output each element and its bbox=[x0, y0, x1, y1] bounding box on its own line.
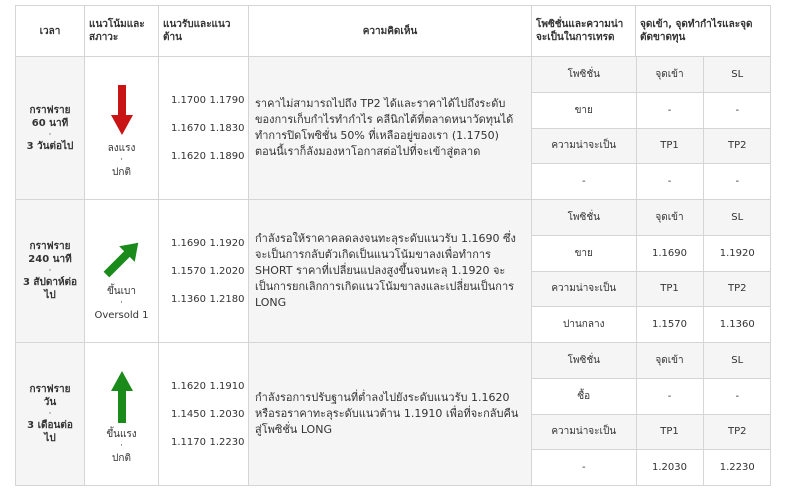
level-pair bbox=[171, 288, 248, 310]
resistance-level: 1.1920 bbox=[209, 237, 245, 249]
support-level: 1.1170 bbox=[171, 436, 206, 448]
trend-separator: · bbox=[120, 154, 123, 165]
comment-cell: กำลังรอให้ราคาคลดลงจนทะลุระดับแนวรับ 1.1690 ซึ่งจะเป็นการกลับตัวเกิดเป็นแนวโน้มขาลงเพื่อทำการ SHORT ราคาที่เปลี่ยนแปลงสูงขึ้นจนทะลุ 1.1920 จะเป็นการยกเลิกการเกิดแนวโน้มขาลงและเปลี่ยนเป็นการ LONG bbox=[249, 200, 532, 343]
trade-cell-sl: - bbox=[703, 379, 771, 415]
header-comment: ความคิดเห็น bbox=[249, 6, 532, 57]
timeframe-line2: 60 นาที bbox=[31, 117, 69, 129]
trade-row bbox=[532, 414, 771, 450]
resistance-level: 1.2230 bbox=[209, 436, 245, 448]
trend-separator: · bbox=[120, 297, 123, 308]
trade-cell-sl: 1.2230 bbox=[703, 450, 771, 486]
support-resistance-cell bbox=[159, 343, 249, 486]
trade-cell-entry: TP1 bbox=[636, 128, 703, 164]
support-level: 1.1570 bbox=[171, 265, 206, 277]
trade-cell-entry: 1.2030 bbox=[636, 450, 703, 486]
timeframe-line1: กราฟราย bbox=[29, 384, 71, 395]
trade-cell bbox=[532, 57, 771, 200]
timeframe-line2: 240 นาที bbox=[28, 254, 72, 265]
trade-cell-sl: TP2 bbox=[703, 128, 771, 164]
level-pair bbox=[171, 375, 248, 397]
table-header-row bbox=[16, 6, 771, 57]
support-resistance-cell bbox=[159, 57, 249, 200]
resistance-level: 1.2030 bbox=[209, 408, 245, 420]
resistance-level: 1.1910 bbox=[209, 380, 245, 392]
trend-separator: · bbox=[120, 440, 123, 451]
trade-row bbox=[532, 200, 771, 236]
level-pair bbox=[171, 89, 248, 111]
trade-cell-sl: SL bbox=[703, 200, 771, 236]
trade-cell-sl: - bbox=[703, 164, 771, 200]
table-row bbox=[16, 343, 771, 486]
timeframe-horizon: 3 เดือนต่อไป bbox=[27, 420, 73, 444]
trade-cell bbox=[532, 343, 771, 486]
trade-cell-position: โพซิชั่น bbox=[532, 57, 636, 93]
trade-cell-position: ความน่าจะเป็น bbox=[532, 271, 636, 307]
trade-cell-sl: - bbox=[703, 93, 771, 129]
trade-cell-entry: - bbox=[636, 164, 703, 200]
trade-row bbox=[532, 450, 771, 486]
market-condition: Oversold 1 bbox=[94, 309, 149, 321]
header-entry-tp-sl: จุดเข้า, จุดทำกำไรและจุดตัดขาดทุน bbox=[636, 6, 771, 57]
trade-cell-sl: 1.1360 bbox=[703, 307, 771, 343]
trend-label: ขึ้นแรง bbox=[106, 428, 137, 440]
trade-cell bbox=[532, 200, 771, 343]
timeframe-horizon: 3 วันต่อไป bbox=[26, 140, 74, 152]
trade-row bbox=[532, 164, 771, 200]
header-support-resistance: แนวรับและแนวต้าน bbox=[159, 6, 249, 57]
trade-table bbox=[532, 343, 771, 485]
resistance-level: 1.2180 bbox=[209, 293, 245, 305]
level-pair bbox=[171, 403, 248, 425]
timeframe-cell bbox=[16, 343, 85, 486]
trade-table bbox=[532, 200, 771, 342]
timeframe-line2: วัน bbox=[43, 397, 57, 408]
trade-row bbox=[532, 307, 771, 343]
table-row bbox=[16, 200, 771, 343]
trade-row bbox=[532, 57, 771, 93]
timeframe-separator: · bbox=[48, 129, 52, 140]
trade-cell-entry: จุดเข้า bbox=[636, 343, 703, 379]
trade-row bbox=[532, 343, 771, 379]
trade-row bbox=[532, 271, 771, 307]
trend-cell bbox=[85, 343, 159, 486]
level-pair bbox=[171, 232, 248, 254]
header-position-probability: โพซิชั่นและความน่าจะเป็นในการเทรด bbox=[532, 6, 636, 57]
timeframe-horizon: 3 สัปดาห์ต่อไป bbox=[22, 277, 78, 301]
trade-cell-sl: SL bbox=[703, 57, 771, 93]
trade-row bbox=[532, 236, 771, 272]
trade-cell-entry: TP1 bbox=[636, 271, 703, 307]
trade-cell-entry: จุดเข้า bbox=[636, 57, 703, 93]
trend-arrow-icon bbox=[85, 220, 158, 280]
trend-arrow-icon bbox=[85, 363, 158, 423]
trend-label: ลงแรง bbox=[107, 142, 136, 154]
timeframe-separator: · bbox=[48, 266, 52, 276]
trade-cell-entry: TP1 bbox=[636, 414, 703, 450]
resistance-level: 1.2020 bbox=[209, 265, 245, 277]
level-pair bbox=[171, 431, 248, 453]
trade-cell-entry: 1.1690 bbox=[636, 236, 703, 272]
support-level: 1.1620 bbox=[171, 380, 206, 392]
trade-cell-position: ขาย bbox=[532, 93, 636, 129]
header-time: เวลา bbox=[16, 6, 85, 57]
table-row bbox=[16, 57, 771, 200]
trade-cell-entry: จุดเข้า bbox=[636, 200, 703, 236]
trade-cell-position: โพซิชั่น bbox=[532, 343, 636, 379]
trade-cell-sl: 1.1920 bbox=[703, 236, 771, 272]
trade-cell-position: ปานกลาง bbox=[532, 307, 636, 343]
trade-cell-position: โพซิชั่น bbox=[532, 200, 636, 236]
timeframe-cell bbox=[16, 57, 85, 200]
trade-cell-sl: SL bbox=[703, 343, 771, 379]
timeframe-cell bbox=[16, 200, 85, 343]
support-level: 1.1670 bbox=[171, 122, 206, 134]
trade-cell-sl: TP2 bbox=[703, 271, 771, 307]
level-pair bbox=[171, 260, 248, 282]
support-resistance-cell bbox=[159, 200, 249, 343]
trade-cell-position: - bbox=[532, 450, 636, 486]
trend-cell bbox=[85, 57, 159, 200]
trend-label: ขึ้นเบา bbox=[106, 285, 137, 297]
resistance-level: 1.1830 bbox=[209, 122, 245, 134]
trade-cell-position: ซื้อ bbox=[532, 379, 636, 415]
trade-cell-entry: 1.1570 bbox=[636, 307, 703, 343]
trend-arrow-icon bbox=[85, 77, 158, 137]
level-pair bbox=[171, 117, 248, 139]
forecast-table bbox=[15, 5, 771, 486]
support-level: 1.1690 bbox=[171, 237, 206, 249]
trend-cell bbox=[85, 200, 159, 343]
trade-cell-sl: TP2 bbox=[703, 414, 771, 450]
comment-cell: ราคาไม่สามารถไปถึง TP2 ได้และราคาได้ไปถึงระดับของการเก็บกำไรทำกำไร คลีนิกไต้ที่ตลาดหนาวัดทุนได้ทำการปิดโพซิชั่น 50% ที่เหลืออยู่ของเรา (1.1750) ตอนนี้เราก็ลังมองหาโอกาสต่อไปที่จะเข้าสู่ตลาด bbox=[249, 57, 532, 200]
resistance-level: 1.1890 bbox=[209, 150, 245, 162]
comment-cell: กำลังรอการปรับฐานที่ต่ำลงไปยังระดับแนวรับ 1.1620 หรือรอราคาทะลุระดับแนวต้าน 1.1910 เพื่อที่จะกลับคืนสู่โพซิชั่น LONG bbox=[249, 343, 532, 486]
timeframe-line1: กราฟราย bbox=[29, 104, 71, 116]
level-pair bbox=[171, 145, 248, 167]
trade-row bbox=[532, 93, 771, 129]
trade-cell-position: ความน่าจะเป็น bbox=[532, 414, 636, 450]
resistance-level: 1.1790 bbox=[209, 94, 245, 106]
trade-cell-entry: - bbox=[636, 379, 703, 415]
trade-row bbox=[532, 379, 771, 415]
support-level: 1.1450 bbox=[171, 408, 206, 420]
trade-row bbox=[532, 128, 771, 164]
trade-cell-position: ขาย bbox=[532, 236, 636, 272]
timeframe-line1: กราฟราย bbox=[29, 241, 71, 252]
trade-cell-position: ความน่าจะเป็น bbox=[532, 128, 636, 164]
header-trend: แนวโน้มและสภาวะ bbox=[85, 6, 159, 57]
market-condition: ปกติ bbox=[112, 166, 131, 178]
support-level: 1.1360 bbox=[171, 293, 206, 305]
trade-cell-entry: - bbox=[636, 93, 703, 129]
timeframe-separator: · bbox=[48, 409, 52, 419]
trade-cell-position: - bbox=[532, 164, 636, 200]
support-level: 1.1620 bbox=[171, 150, 206, 162]
trade-table bbox=[532, 57, 771, 199]
support-level: 1.1700 bbox=[171, 94, 206, 106]
market-condition: ปกติ bbox=[112, 452, 131, 464]
